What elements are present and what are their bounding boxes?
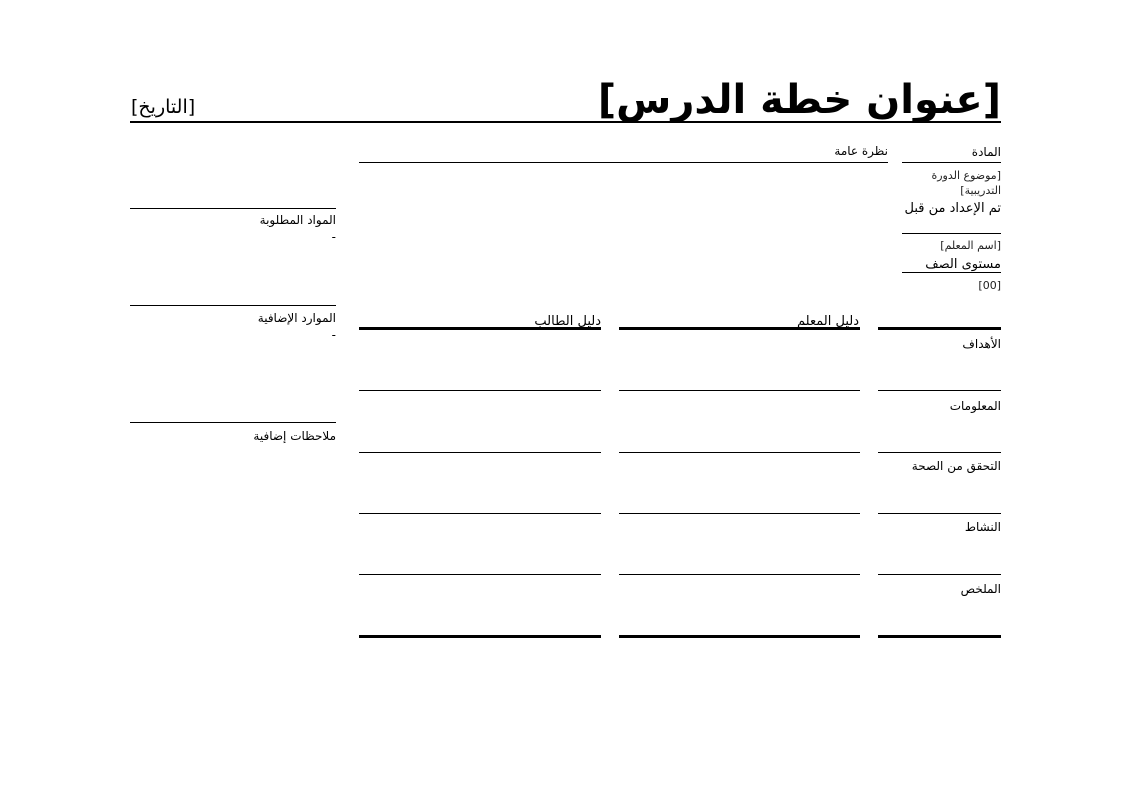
overview-label: نظرة عامة (834, 144, 888, 158)
row-divider (359, 513, 601, 514)
date-field[interactable]: [التاريخ] (131, 96, 196, 118)
row-label-objectives: الأهداف (962, 337, 1001, 351)
row-divider (619, 574, 860, 575)
row-divider (359, 390, 601, 391)
row-label-summary: الملخص (960, 582, 1001, 596)
teacher-guide-header: دليل المعلم (797, 314, 859, 329)
row-divider (619, 513, 860, 514)
cell-objectives-student[interactable] (359, 332, 601, 388)
cell-activity-teacher[interactable] (619, 516, 860, 572)
grade-divider (902, 272, 1001, 273)
cell-activity-student[interactable] (359, 516, 601, 572)
cell-verification-student[interactable] (359, 455, 601, 511)
teacher-name-value[interactable]: [اسم المعلم] (940, 239, 1001, 252)
materials-divider (130, 208, 336, 209)
grid-bottom-line (359, 635, 601, 638)
overview-text-area[interactable] (359, 166, 888, 306)
prepared-by-divider (902, 233, 1001, 234)
notes-divider (130, 422, 336, 423)
row-divider (619, 452, 860, 453)
cell-summary-teacher[interactable] (619, 578, 860, 634)
row-divider (359, 574, 601, 575)
cell-verification-teacher[interactable] (619, 455, 860, 511)
cell-information-student[interactable] (359, 394, 601, 450)
row-divider (619, 390, 860, 391)
resources-label: الموارد الإضافية (257, 311, 336, 325)
cell-summary-student[interactable] (359, 578, 601, 634)
row-divider (878, 452, 1001, 453)
row-label-activity: النشاط (964, 520, 1001, 534)
grid-bottom-line (619, 635, 860, 638)
lesson-plan-title[interactable]: [عنوان خطة الدرس] (597, 77, 1001, 123)
row-divider (878, 513, 1001, 514)
prepared-by-label: تم الإعداد من قبل (904, 201, 1001, 216)
resources-divider (130, 305, 336, 306)
grid-header-line-student (359, 327, 601, 330)
grid-bottom-line (878, 635, 1001, 638)
materials-bullet[interactable]: - (331, 230, 336, 244)
resources-bullet[interactable]: - (331, 328, 336, 342)
subject-value[interactable]: [موضوع الدورة التدريبية] (931, 169, 1001, 197)
subject-divider (902, 162, 1001, 163)
cell-objectives-teacher[interactable] (619, 332, 860, 388)
header-divider (130, 121, 1001, 123)
row-label-information: المعلومات (949, 399, 1001, 413)
row-divider (359, 452, 601, 453)
subject-label: المادة (971, 145, 1001, 159)
materials-label: المواد المطلوبة (259, 213, 336, 227)
grid-header-line-label (878, 327, 1001, 330)
row-divider (878, 390, 1001, 391)
cell-information-teacher[interactable] (619, 394, 860, 450)
grade-value[interactable]: [00] (978, 279, 1001, 292)
row-divider (878, 574, 1001, 575)
row-label-verification: التحقق من الصحة (911, 459, 1001, 473)
notes-label: ملاحظات إضافية (253, 429, 336, 443)
grade-level-label: مستوى الصف (925, 257, 1001, 272)
student-guide-header: دليل الطالب (534, 314, 601, 329)
grid-header-line-teacher (619, 327, 860, 330)
overview-divider (359, 162, 888, 163)
